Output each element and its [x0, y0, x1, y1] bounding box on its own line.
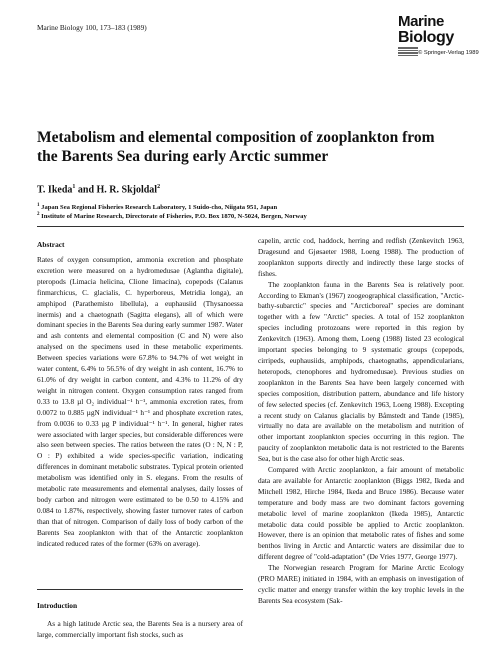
journal-citation: Marine Biology 100, 173–183 (1989) [37, 23, 147, 32]
header-rule [37, 226, 464, 227]
author-conjunction: and [75, 184, 97, 196]
abstract-body [37, 255, 243, 549]
right-paragraph-3: Compared with Arctic zooplankton, a fair amount of metabolic data are available for Antarctic zooplankton (Biggs 1982, Ikeda and Mitchell 1982, Hirche 1984, Ikeda and Bruce 1986). Because water temperature and body mass are two dominant factors governing metabolic level of marine zooplankton (Ikeda 1985), Antarctic metabolic data could possible be applied to Arctic zooplankton. However, there is an opinion that metabolic rates of fishes and some benthos living in Arctic and Antarctic waters are dissimilar due to different degree of "cold-adaptation" (De Vries 1977, George 1977). [258, 465, 464, 562]
abstract-heading: Abstract [37, 240, 65, 249]
article-title: Metabolism and elemental composition of zooplankton from the Barents Sea during early Arctic summer [37, 129, 435, 165]
introduction-body [37, 619, 243, 641]
right-paragraph-2: The zooplankton fauna in the Barents Sea is relatively poor. According to Ekman's (1967) zoogeographical classification, "Arctic-bathy-subarctic" species and "Arcticboreal" species are dominant together with a few "Arctic" species. A total of 152 zooplankton species including protozoans were reported in this region by Zenkevitch (1963). Among them, Loeng (1988) listed 23 ecological important species belonging to 9 systematic groups (copepods, cirripeds, euphausiids, amphipods, chaetognaths, appendicularians, heteropods, ctenophores and hydromedusae). Previous studies on zooplankton in the Barents Sea have been largely concerned with species composition, distribution pattern, abundance and life history of few selected species (cf. Zenkevitch 1963, Loeng 1988). Excepting a recent study on Calanus glacialis by Båmstedt and Tande (1985), virtually no data are available on the metabolism and nutrition of other important zooplankton species occurring in this region. The paucity of zooplankton metabolic data is not restricted to the Barents Sea, but is the case also for other high Arctic seas. [258, 279, 464, 464]
author-1: T. Ikeda [37, 184, 73, 196]
author-1-mark: 1 [72, 184, 76, 190]
author-line [37, 184, 160, 195]
right-paragraph-1: capelin, arctic cod, haddock, herring and redfish (Zenkevitch 1963, Dragesund and Gjøsaeter 1988, Loeng 1988). The production of zooplankton supports directly and indirectly these large stocks of fishes. [258, 236, 464, 278]
right-paragraph-4: The Norwegian research Program for Marine Arctic Ecology (PRO MARE) initiated in 1984, with an emphasis on investigation of cyclic matter and energy transfer within the key trophic levels in the Barents Sea ecosystem (Sak- [258, 563, 464, 605]
right-column [258, 236, 464, 607]
affiliation-2-text: Institute of Marine Research, Directorate of Fisheries, P.O. Box 1870, N-5024, Bergen, Norway [41, 213, 307, 221]
abstract-text: Rates of oxygen consumption, ammonia excretion and phosphate excretion were measured on a hydromedusae (Aglantha digitale), pteropods (Limacia helicina, Clione limacina), copepods (Calanus finmarchicus, C. glacialis, C. hyperboreus, Metridia longa), an amphipod (Parathemisto libellula), a euphausiid (Thysanoessa inermis) and a chaetognath (Sagitta elegans), all of which were dominant species in the Barents Sea during early summer 1987. Water and ash contents and elemental composition (C and N) were also analysed on the specimens used in these metabolic experiments. Between species variations were 67.8% to 94.7% of wet weight in water content, 6.4% to 56.5% of dry weight in ash content, 16.7% to 61.0% of dry weight in carbon content, and 4.3% to 11.2% of dry weight in nitrogen content. Oxygen consumption rates ranged from 0.33 to 13.8 µl O₂ individual⁻¹ h⁻¹, ammonia excretion rates, from 0.0072 to 0.885 µgN individual⁻¹ h⁻¹ and phosphate excretion rates, from 0.0036 to 0.33 µg P individual⁻¹ h⁻¹. In general, higher rates were associated with larger species, but considerable differences were also seen between species. The ratios between the rates (O : N, N : P, O : P) exhibited a wide species-specific variation, indicating differences in dominant metabolic substrates. Typical protein oriented metabolism was identified only in S. elegans. From the results of metabolic rate measurements and elemental analyses, daily losses of body carbon and nitrogen were estimated to be 0.50 to 4.15% and 0.084 to 1.87%, respectively, showing faster turnover rates of carbon than that of nitrogen. Comparison of daily loss of body carbon of the Barents Sea zooplankton with that of the Antarctic zooplankton indicated reduced rates of the former (63% on average). [37, 255, 243, 548]
introduction-heading: Introduction [37, 601, 78, 610]
affiliation-1-text: Japan Sea Regional Fisheries Research Laboratory, 1 Suido-cho, Niigata 951, Japan [41, 204, 278, 212]
affiliation-2 [37, 212, 307, 220]
logo-fine-print [398, 47, 418, 59]
author-2-mark: 2 [157, 184, 161, 190]
affiliation-1-num: 1 [37, 203, 40, 208]
abstract-rule [37, 589, 243, 590]
logo-line-biology: Biology [398, 29, 454, 46]
journal-logo [398, 13, 479, 56]
logo-copyright: © Springer-Verlag 1989 [418, 50, 479, 56]
logo-line-marine: Marine [398, 13, 444, 30]
introduction-text: As a high latitude Arctic sea, the Barents Sea is a nursery area of large, commercially important fish stocks, such as [37, 619, 243, 639]
affiliation-2-num: 2 [37, 212, 40, 217]
affiliation-1 [37, 203, 277, 211]
author-2: H. R. Skjoldal [96, 184, 158, 196]
